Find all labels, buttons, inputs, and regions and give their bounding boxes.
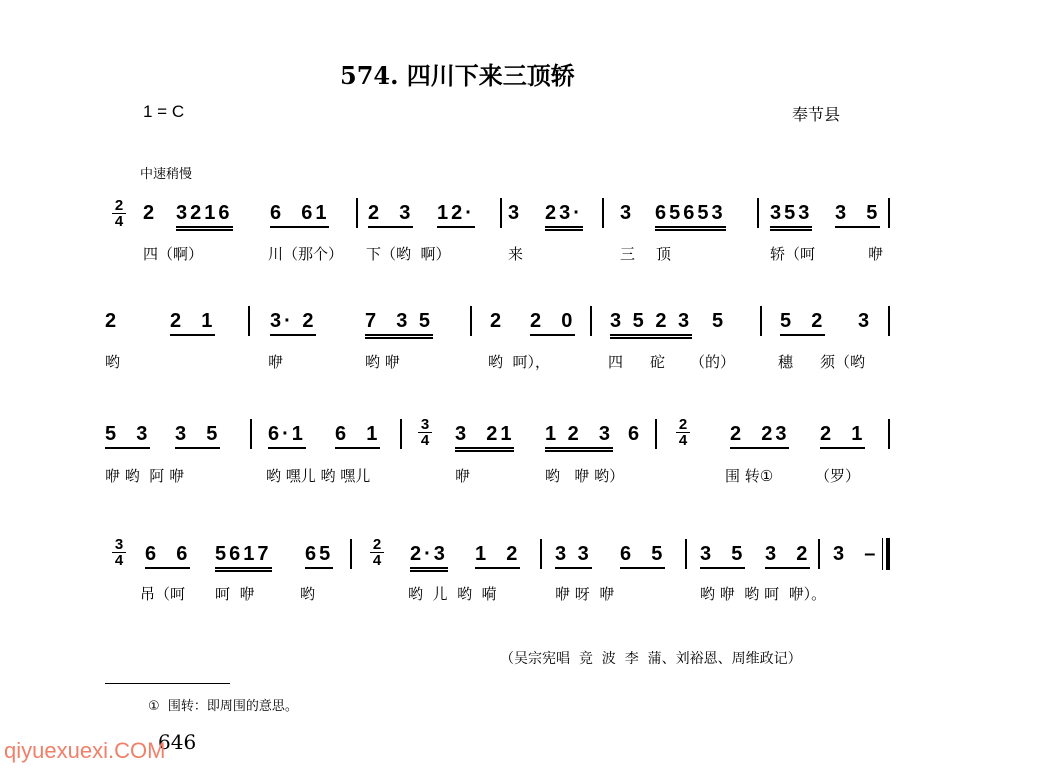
final-bar-line (886, 538, 890, 570)
note-group: 5617 (215, 543, 272, 572)
lyric: 须（哟 (820, 353, 866, 371)
lyric: 来 (508, 245, 524, 263)
lyric: 哟 嘿儿 哟 嘿儿 (266, 467, 371, 485)
bar-line (540, 539, 542, 569)
note-group: 2 (105, 310, 120, 332)
time-signature: 3 4 (112, 537, 126, 568)
bar-line (500, 198, 502, 228)
lyric: 穗 (778, 353, 794, 371)
bar-line (602, 198, 604, 228)
note-group: 3 3 (555, 543, 592, 569)
note-group: 5 3 (105, 423, 150, 449)
lyric: 四（啊） (143, 245, 204, 263)
note-group: 23· (545, 202, 583, 231)
lyric: 轿（呵 (770, 245, 816, 263)
lyric: 川（那个） (268, 245, 344, 263)
note-group: 5 (712, 310, 727, 332)
note-group: 353 (770, 202, 812, 231)
lyric: 呵 咿 (215, 585, 255, 603)
lyric: 哟 呵）， (488, 353, 551, 371)
lyric: 咿 (455, 467, 471, 485)
bar-line (888, 198, 890, 228)
note-group: 2 (490, 310, 505, 332)
bar-line (685, 539, 687, 569)
bar-line (356, 198, 358, 228)
time-signature: 2 4 (676, 417, 690, 448)
note-group: 3 5 2 3 (610, 310, 692, 339)
note-group: 65 (305, 543, 333, 569)
bar-line (882, 538, 883, 570)
note-group: 2 0 (530, 310, 575, 336)
credits: （吴宗宪唱 竞 波 李 蒲、刘裕恩、周维政记） (500, 651, 802, 667)
note-group: 2·3 (410, 543, 448, 572)
note-group: 3 5 (835, 202, 880, 228)
lyric: （的） (690, 353, 736, 371)
note-group: 6 6 (145, 543, 190, 569)
tempo-marking: 中速稍慢 (140, 167, 193, 182)
note-group: 2 3 (368, 202, 413, 228)
note-group: 7 3 5 (365, 310, 433, 339)
bar-line (470, 306, 472, 336)
lyric: 咿 (868, 245, 884, 263)
note-group: 3 (620, 202, 635, 224)
note-group: 3· 2 (270, 310, 316, 336)
lyric: （罗） (815, 467, 861, 485)
note-group: 2 1 (820, 423, 865, 449)
lyric: 三 (620, 245, 636, 263)
note-group: 1 2 3 (545, 423, 613, 452)
note-group: 3 5 (175, 423, 220, 449)
origin-place: 奉节县 (792, 105, 841, 124)
bar-line (248, 306, 250, 336)
lyric: 咿 (268, 353, 284, 371)
footnote-divider (105, 683, 230, 684)
lyric: 四 (608, 353, 624, 371)
bar-line (590, 306, 592, 336)
lyric: 咿 哟 阿 咿 (105, 467, 185, 485)
note-group: 2 1 (170, 310, 215, 336)
time-signature: 2 4 (112, 198, 126, 229)
note-group: 3 (858, 310, 873, 332)
note-group: 6 61 (270, 202, 329, 228)
note-group: 3 2 (765, 543, 810, 569)
bar-line (888, 419, 890, 449)
bar-line (655, 419, 657, 449)
bar-line (818, 539, 820, 569)
lyric: 哟 (105, 353, 121, 371)
note-group: 2 23 (730, 423, 789, 449)
note-group: 65653 (655, 202, 726, 231)
lyric: 吊（呵 (140, 585, 186, 603)
lyric: 砣 (650, 353, 666, 371)
time-signature: 3 4 (418, 417, 432, 448)
note-group: 3216 (176, 202, 233, 231)
lyric: 下（哟 啊） (366, 245, 451, 263)
bar-line (400, 419, 402, 449)
footnote: ① 围转：即周围的意思。 (148, 699, 298, 714)
note-group: 6 (628, 423, 643, 445)
note-group: 3 21 (455, 423, 514, 452)
watermark: qiyuexuexi.COM (4, 738, 166, 763)
lyric: 围 转① (725, 467, 774, 485)
note-group: 5 2 (780, 310, 825, 336)
note-group: 2 (143, 202, 158, 224)
note-group: 6 5 (620, 543, 665, 569)
note-group: 3 (508, 202, 523, 224)
note-group: 3 5 (700, 543, 745, 569)
note-group: 12· (437, 202, 475, 228)
note-group: 3 – (833, 543, 879, 565)
time-signature: 2 4 (370, 537, 384, 568)
note-group: 6 1 (335, 423, 380, 449)
bar-line (888, 306, 890, 336)
page-number: 646 (158, 730, 197, 754)
lyric: 哟 儿 哟 嗬 (408, 585, 497, 603)
lyric: 哟 咿 (365, 353, 400, 371)
bar-line (250, 419, 252, 449)
bar-line (350, 539, 352, 569)
song-title: 574. 四川下来三顶轿 (340, 61, 575, 90)
lyric: 哟 咿 哟 呵 咿）。 (700, 585, 827, 603)
lyric: 哟 咿 哟） (545, 467, 625, 485)
bar-line (757, 198, 759, 228)
key-signature: 1 = C (143, 102, 185, 121)
note-group: 1 2 (475, 543, 520, 569)
lyric: 咿 呀 咿 (555, 585, 615, 603)
bar-line (760, 306, 762, 336)
lyric: 哟 (300, 585, 316, 603)
note-group: 6·1 (268, 423, 306, 449)
lyric: 顶 (656, 245, 672, 263)
